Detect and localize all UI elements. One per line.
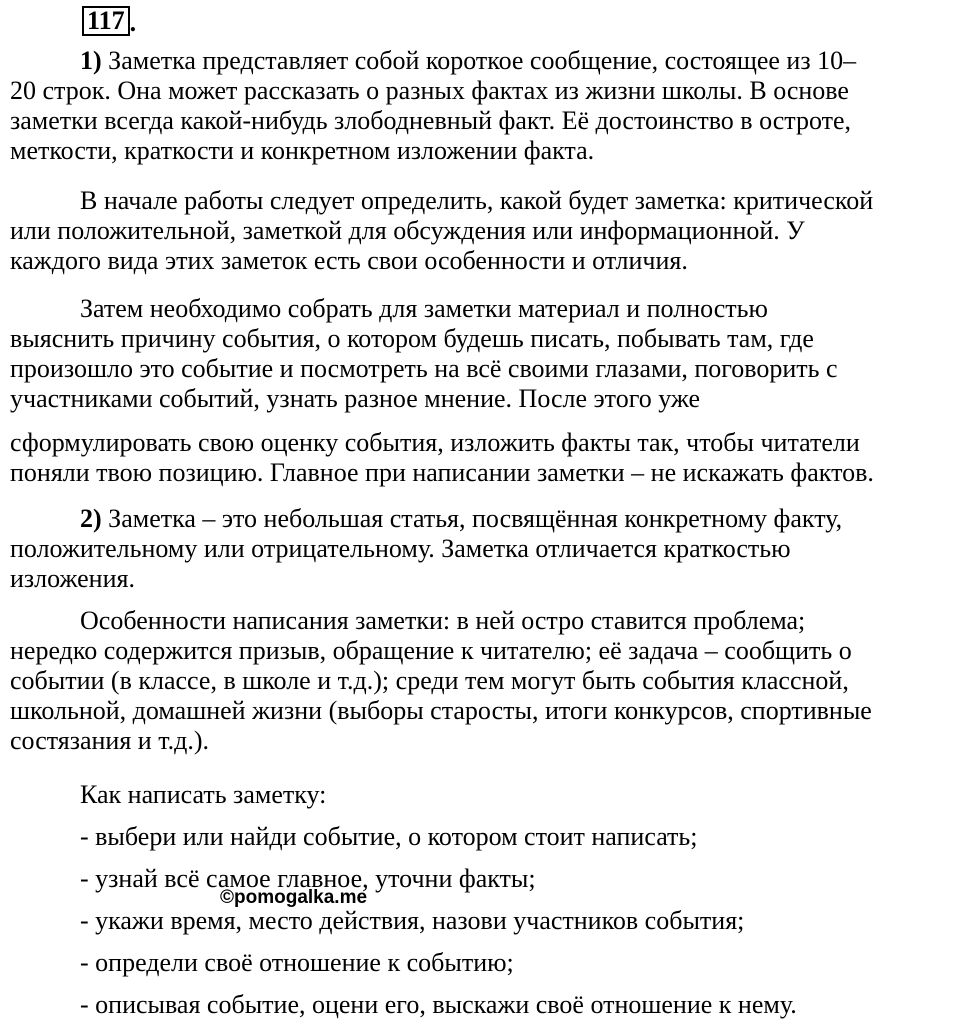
text-line: Затем необходимо собрать для заметки материал и полностью [80,294,768,323]
exercise-number-box: 117 [82,6,130,36]
part2-marker: 2) [80,504,102,533]
part2-paragraph-1 [10,504,940,594]
list-item: - узнай всё самое главное, уточни факты; [80,864,536,893]
text-line: нередко содержится призыв, обращение к читателю; её задача – сообщить о [10,636,852,665]
text-line: состязания и т.д.). [10,726,210,755]
text-line: поняли твою позицию. Главное при написании заметки – не искажать фактов. [10,458,874,487]
text-line: событии (в классе, в школе и т.д.); среди тем могут быть события классной, [10,666,849,695]
text-line: заметки всегда какой-нибудь злободневный факт. Её достоинство в остроте, [10,106,852,135]
part1-paragraph-1 [10,46,940,166]
list-item: - определи своё отношение к событию; [80,948,514,977]
text-line: 20 строк. Она может рассказать о разных фактах из жизни школы. В основе [10,76,849,105]
list-item: - укажи время, место действия, назови участников события; [80,906,745,935]
part1-marker: 1) [80,46,102,75]
part1-paragraph-3-cont [10,428,940,488]
text-line: В начале работы следует определить, какой будет заметка: критической [80,186,874,215]
watermark: ©pomogalka.me [220,887,368,908]
exercise-number [82,6,136,36]
text-line: или положительной, заметкой для обсуждения или информационной. У [10,216,805,245]
text-line [10,504,940,534]
text-line: школьной, домашней жизни (выборы старосты, итоги конкурсов, спортивные [10,696,872,725]
text-line: сформулировать свою оценку события, изложить факты так, чтобы читатели [10,428,860,457]
text-line: изложения. [10,564,135,593]
text-line: каждого вида этих заметок есть свои особенности и отличия. [10,246,688,275]
text-line: произошло это событие и посмотреть на всё своими глазами, поговорить с [10,354,838,383]
text-line: участниками событий, узнать разное мнение. После этого уже [10,384,701,413]
text-line-content: Заметка – это небольшая статья, посвящённая конкретному факту, [108,504,843,533]
list-item: - выбери или найди событие, о котором стоит написать; [80,822,698,851]
part1-paragraph-2 [10,186,940,276]
part1-paragraph-3 [10,294,940,414]
how-to-title: Как написать заметку: [80,780,327,809]
text-line: Особенности написания заметки: в ней остро ставится проблема; [80,606,806,635]
text-line [10,46,940,76]
text-line: меткости, краткости и конкретном изложении факта. [10,136,595,165]
exercise-number-dot: . [129,8,137,37]
part2-paragraph-2 [10,606,940,756]
text-line: положительному или отрицательному. Заметка отличается краткостью [10,534,791,563]
text-line: выяснить причину события, о котором будешь писать, побывать там, где [10,324,814,353]
text-line-content: Заметка представляет собой короткое сообщение, состоящее из 10– [108,46,857,75]
list-item: - описывая событие, оцени его, выскажи своё отношение к нему. [80,990,797,1019]
